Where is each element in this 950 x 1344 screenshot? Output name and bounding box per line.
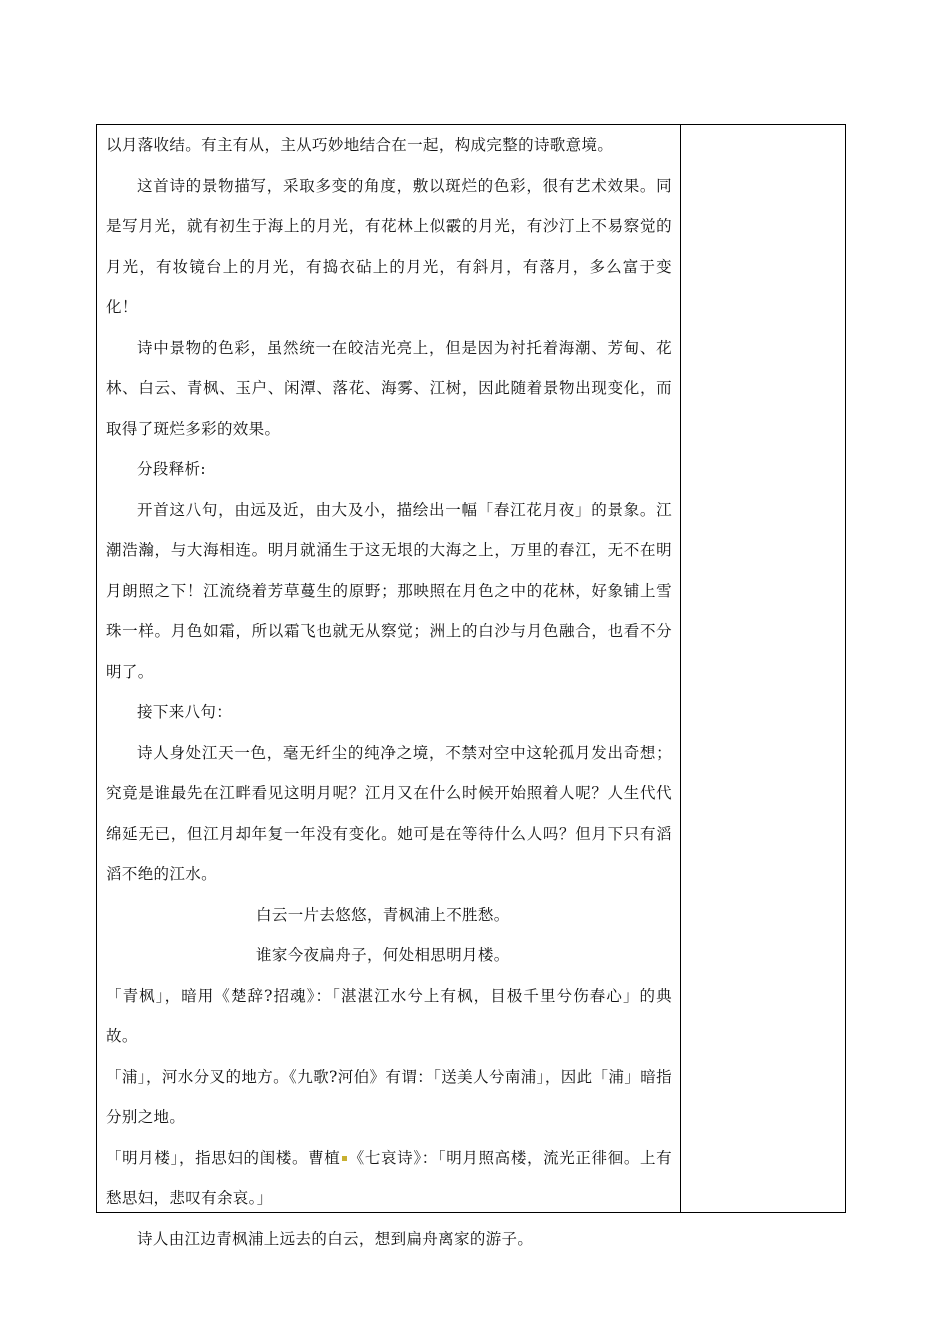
- poem-line: 白云一片去悠悠，青枫浦上不胜愁。: [256, 905, 510, 924]
- column-divider: [680, 125, 681, 1212]
- document-table: [96, 124, 846, 1248]
- annotation-text: 《七哀诗》：「明月照高楼，流光正徘徊。上有愁思妇，悲叹有余哀。」: [106, 1148, 672, 1207]
- section-heading: 分段释析:: [137, 460, 206, 478]
- paragraph: 诗人由江边青枫浦上远去的白云，想到扁舟离家的游子。: [137, 1229, 534, 1248]
- poem-line: 谁家今夜扁舟子，何处相思明月楼。: [256, 946, 510, 964]
- paragraph: 开首这八句，由远及近，由大及小，描绘出一幅「春江花月夜」的景象。江潮浩瀚，与大海相连。明月就涌生于这无垠的大海之上，万里的春江，无不在明月朗照之下！江流绕着芳草蔓生的原野；那映照在月色之中的花林，好象铺上雪珠一样。月色如霜，所以霜飞也就无从察觉；洲上的白沙与月色融合，也看不分明了。: [106, 500, 672, 681]
- paragraph: 诗人身处江天一色，毫无纤尘的纯净之境，不禁对空中这轮孤月发出奇想；究竟是谁最先在江畔看见这明月呢？江月又在什么时候开始照着人呢？人生代代绵延无已，但江月却年复一年没有变化。她可是在等待什么人吗？但月下只有滔滔不绝的江水。: [106, 743, 672, 883]
- paragraph: 这首诗的景物描写，采取多变的角度，敷以斑烂的色彩，很有艺术效果。同是写月光，就有初生于海上的月光，有花林上似霰的月光，有沙汀上不易察觉的月光，有妆镜台上的月光，有捣衣砧上的月光，有斜月，有落月，多么富于变化！: [106, 176, 672, 316]
- main-cell: [106, 125, 672, 1259]
- annotation: 「浦」，河水分叉的地方。《九歌?河伯》有谓：「送美人兮南浦」，因此「浦」暗指分别之地。: [106, 1067, 672, 1126]
- annotation-text: 「明月楼」，指思妇的闺楼。曹植: [106, 1148, 341, 1167]
- annotation: 「青枫」，暗用《楚辞?招魂》：「湛湛江水兮上有枫，目极千里兮伤春心」的典故。: [106, 986, 672, 1045]
- section-heading: 接下来八句：: [137, 703, 233, 721]
- paragraph: 以月落收结。有主有从，主从巧妙地结合在一起，构成完整的诗歌意境。: [106, 136, 614, 154]
- paragraph: 诗中景物的色彩，虽然统一在皎洁光亮上，但是因为衬托着海潮、芳甸、花林、白云、青枫、玉户、闲潭、落花、海雾、江树，因此随着景物出现变化，而取得了斑烂多彩的效果。: [106, 338, 672, 438]
- annotation: [106, 1138, 672, 1219]
- marker-icon: [342, 1156, 347, 1161]
